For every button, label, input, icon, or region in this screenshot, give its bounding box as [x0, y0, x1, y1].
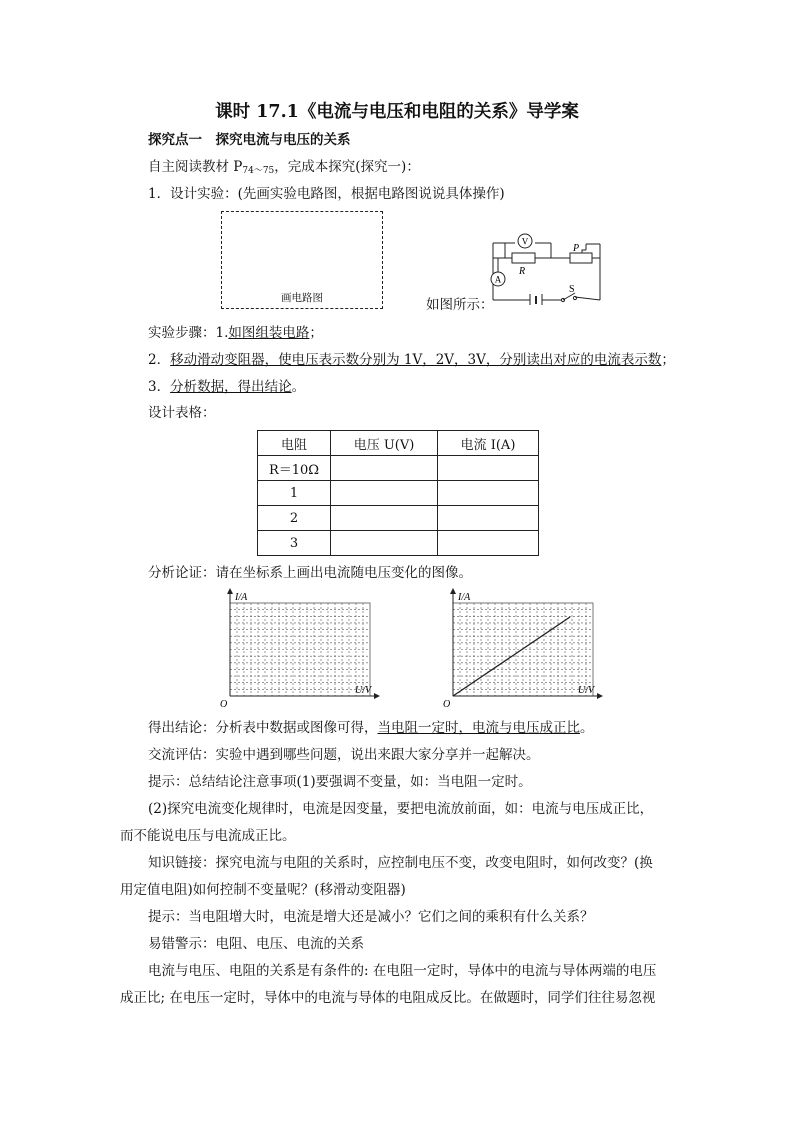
step-2-answer: 移动滑动变阻器，使电压表示数分别为 1V，2V，3V，分别读出对应的电流表示数 [170, 352, 662, 368]
tip-2-line-2: 而不能说电压与电流成正比。 [120, 828, 296, 844]
table-cell[interactable] [331, 481, 438, 506]
paragraph-line-2: 成正比; 在电压一定时，导体中的电流与导体的电阻成反比。在做题时，同学们往往易忽视 [120, 990, 656, 1006]
switch-label: S [569, 284, 575, 295]
grid [230, 603, 370, 696]
table-header: 电阻 [258, 431, 331, 456]
x-axis-label: U/V [578, 685, 595, 696]
page-title: 课时 17.1《电流与电压和电阻的关系》导学案 [215, 102, 579, 122]
table-cell[interactable] [438, 531, 539, 556]
origin-label: O [443, 699, 451, 710]
intro-suffix: ，完成本探究(探究一)： [274, 159, 420, 175]
table-cell[interactable] [438, 481, 539, 506]
conclusion-line [148, 719, 594, 737]
table-header: 电压 U(V) [331, 431, 438, 456]
link-line-1: 知识链接：探究电流与电阻的关系时，应控制电压不变，改变电阻时，如何改变？(换 [148, 855, 653, 871]
table-row [258, 456, 539, 481]
step-1-suffix: ； [309, 325, 323, 341]
table-row [258, 531, 539, 556]
table-cell: R＝10Ω [258, 456, 331, 481]
step-3-answer: 分析数据，得出结论 [170, 379, 292, 395]
step-1-answer: 如图组装电路 [228, 325, 310, 341]
table-cell[interactable] [438, 456, 539, 481]
step-3-suffix: 。 [291, 379, 306, 395]
circuit-label: 如图所示： [426, 297, 494, 313]
data-table [257, 430, 539, 556]
conclusion-suffix: 。 [580, 720, 594, 736]
tip-3: 提示：当电阻增大时，电流是增大还是减小？它们之间的乘积有什么关系？ [148, 909, 594, 925]
step-2 [148, 351, 675, 369]
table-cell: 2 [258, 506, 331, 531]
table-cell[interactable] [331, 506, 438, 531]
step-1-prefix: 实验步骤：1. [148, 325, 229, 341]
table-cell: 1 [258, 481, 331, 506]
section-heading: 探究点一 探究电流与电压的关系 [148, 132, 351, 148]
table-row [258, 481, 539, 506]
intro-prefix: 自主阅读教材 P [148, 159, 243, 175]
step-1 [148, 324, 323, 342]
link-line-2: 用定值电阻)如何控制不变量呢？(移滑动变阻器) [120, 882, 406, 898]
step-2-suffix: ； [661, 352, 675, 368]
voltmeter-symbol: V [521, 236, 529, 247]
conclusion-prefix: 得出结论：分析表中数据或图像可得， [148, 720, 378, 736]
table-cell: 3 [258, 531, 331, 556]
table-header-row [258, 431, 539, 456]
resistor-label: R [519, 266, 526, 277]
ammeter-symbol: A [494, 274, 502, 285]
tip-1: 提示：总结结论注意事项(1)要强调不变量，如：当电阻一定时。 [148, 774, 532, 790]
table-cell[interactable] [331, 456, 438, 481]
design-experiment: 1．设计实验：(先画实验电路图，根据电路图说说具体操作) [148, 186, 505, 202]
intro-line [148, 158, 420, 180]
step-2-prefix: 2． [148, 352, 171, 368]
analysis-line: 分析论证：请在坐标系上画出电流随电压变化的图像。 [148, 565, 472, 581]
step-3-prefix: 3． [148, 379, 171, 395]
slider-label: P [573, 243, 580, 254]
step-3 [148, 378, 305, 396]
circuit-box-caption: 画电路图 [281, 292, 323, 304]
circuit-drawing-box[interactable] [221, 211, 383, 309]
circuit-diagram [490, 230, 605, 305]
exchange-line: 交流评估：实验中遇到哪些问题，说出来跟大家分享并一起解决。 [148, 747, 540, 763]
intro-page-range: 74～75 [242, 166, 275, 176]
table-header: 电流 I(A) [438, 431, 539, 456]
blank-graph[interactable] [215, 585, 385, 710]
tip-2-line-1: (2)探究电流变化规律时，电流是因变量，要把电流放前面，如：电流与电压成正比， [148, 801, 654, 817]
table-row [258, 506, 539, 531]
origin-label: O [220, 699, 228, 710]
y-axis-label: I/A [458, 592, 471, 603]
table-cell[interactable] [331, 531, 438, 556]
y-axis-label: I/A [235, 592, 248, 603]
answer-graph [440, 585, 610, 710]
warning-line: 易错警示：电阻、电压、电流的关系 [148, 936, 364, 952]
paragraph-line-1: 电流与电压、电阻的关系是有条件的: 在电阻一定时，导体中的电流与导体两端的电压 [148, 963, 657, 979]
table-cell[interactable] [438, 506, 539, 531]
design-table-label: 设计表格： [148, 405, 216, 421]
proportional-line [453, 617, 570, 696]
conclusion-answer: 当电阻一定时，电流与电压成正比 [377, 720, 580, 736]
x-axis-label: U/V [355, 685, 372, 696]
